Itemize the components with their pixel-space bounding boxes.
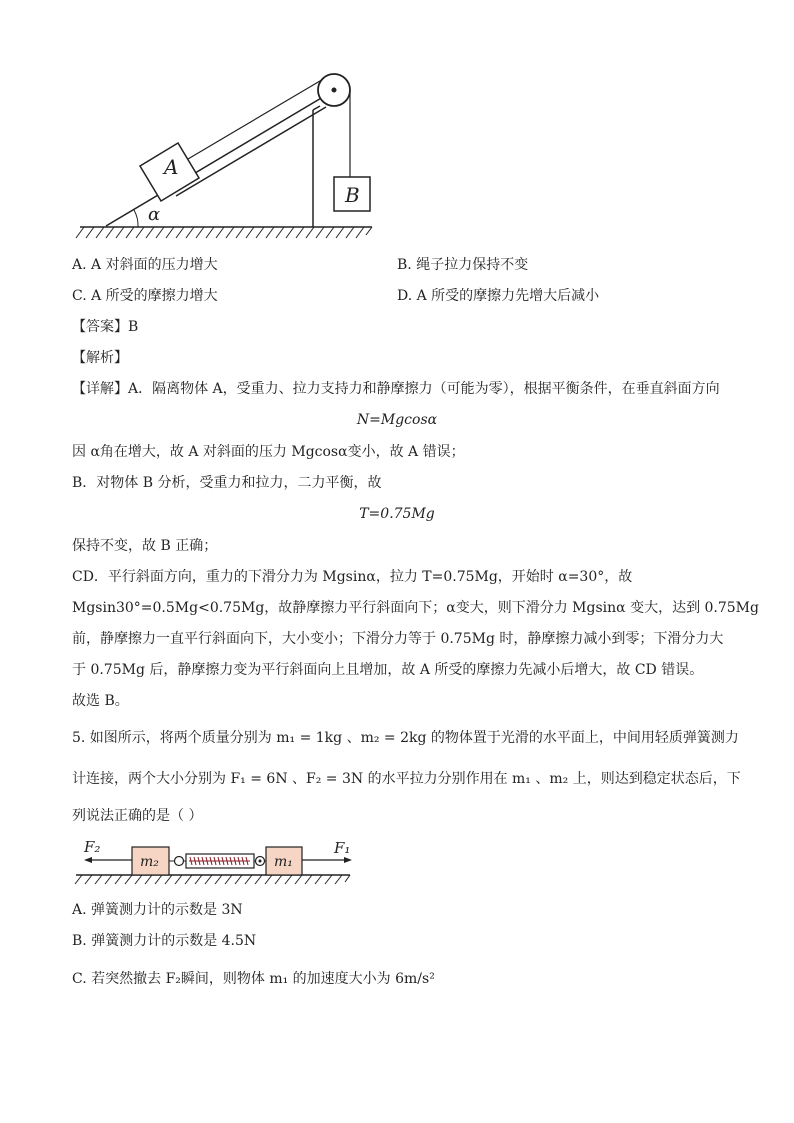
block-a-label: A [164, 155, 179, 179]
explanation-line-9: 故选 B。 [72, 693, 129, 709]
q5-option-c: C. 若突然撤去 F₂瞬间，则物体 m₁ 的加速度大小为 6m/s² [72, 971, 435, 987]
option-a: A. A 对斜面的压力增大 [72, 257, 218, 273]
question-5-line-3: 列说法正确的是（ ） [72, 808, 203, 824]
explanation-line-2: 因 α角在增大，故 A 对斜面的压力 Mgcosα变小，故 A 错误； [72, 444, 465, 460]
equation-normal-force: N=Mgcosα [356, 412, 438, 428]
option-c: C. A 所受的摩擦力增大 [72, 288, 218, 304]
q5-option-a: A. 弹簧测力计的示数是 3N [72, 902, 243, 918]
question-5-line-1: 5. 如图所示，将两个质量分别为 m₁ = 1kg 、m₂ = 2kg 的物体置于光滑的水平面上，中间用轻质弹簧测力 [72, 730, 739, 746]
answer: 【答案】B [72, 319, 139, 335]
equation-tension: T=0.75Mg [359, 506, 435, 522]
mass-m2-label: m₂ [140, 854, 159, 870]
explanation-line-3: B．对物体 B 分析，受重力和拉力，二力平衡，故 [72, 475, 382, 491]
block-b-label: B [345, 183, 360, 207]
mass-m1-label: m₁ [274, 854, 293, 870]
explanation-line-4: 保持不变，故 B 正确； [72, 538, 218, 554]
option-d: D. A 所受的摩擦力先增大后减小 [397, 288, 600, 304]
analysis-title: 【解析】 [72, 350, 128, 366]
explanation-line-7: 前，静摩擦力一直平行斜面向下，大小变小；下滑分力等于 0.75Mg 时，静摩擦力减小到零；下滑分力大 [72, 631, 724, 647]
question-5-line-2: 计连接，两个大小分别为 F₁ = 6N 、F₂ = 3N 的水平拉力分别作用在 m₁ 、m₂ 上，则达到稳定状态后，下 [72, 771, 741, 787]
force-f1-label: F₁ [334, 839, 351, 857]
force-f2-label: F₂ [84, 838, 101, 856]
explanation-line-5: CD．平行斜面方向，重力的下滑分力为 Mgsinα，拉力 T=0.75Mg，开始时 α=30°，故 [72, 569, 633, 585]
explanation-line-1: 【详解】A．隔离物体 A，受重力、拉力支持力和静摩擦力（可能为零），根据平衡条件，在垂直斜面方向 [72, 381, 720, 397]
explanation-line-6: Mgsin30°=0.5Mg<0.75Mg，故静摩擦力平行斜面向下；α变大，则下滑分力 Mgsinα 变大，达到 0.75Mg [72, 600, 759, 616]
angle-alpha-label: α [148, 204, 161, 225]
option-b: B. 绳子拉力保持不变 [397, 257, 529, 273]
incline-pulley-figure [60, 60, 390, 245]
explanation-line-8: 于 0.75Mg 后，静摩擦力变为平行斜面向上且增加，故 A 所受的摩擦力先减小后增大，故 CD 错误。 [72, 662, 704, 678]
spring-scale-figure [72, 836, 357, 886]
q5-option-b: B. 弹簧测力计的示数是 4.5N [72, 933, 257, 949]
